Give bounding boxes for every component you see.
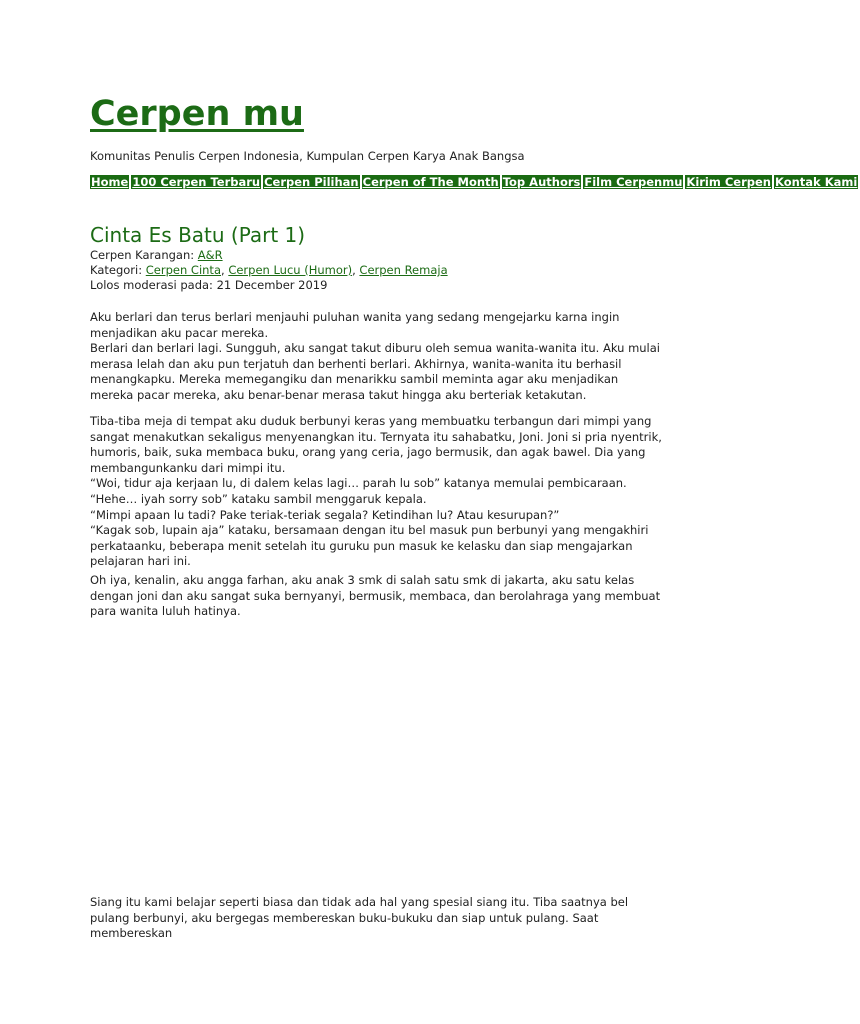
- moderation-date: Lolos moderasi pada: 21 December 2019: [90, 278, 328, 292]
- story-line: Berlari dan berlari lagi. Sungguh, aku sangat takut diburu oleh semua wanita-wanita itu. Aku mulai merasa lelah dan aku pun terjatuh dan berhenti berlari. Akhirnya, wanita-wanita itu berhasil menangkapku. Mereka memegangiku dan menarikku sambil meminta agar aku menjadikan mereka pacar mereka, aku benar-benar merasa takut hingga aku berteriak ketakutan.: [90, 341, 660, 402]
- author-line: [90, 248, 448, 263]
- story-line: “Mimpi apaan lu tadi? Pake teriak-teriak segala? Ketindihan lu? Atau kesurupan?”: [90, 507, 560, 522]
- story-paragraph-4: [90, 895, 665, 942]
- story-line: Aku berlari dan terus berlari menjauhi puluhan wanita yang sedang mengejarku karna ingin menjadikan aku pacar mereka.: [90, 310, 620, 340]
- story-line: “Hehe… iyah sorry sob” kataku sambil menggaruk kepala.: [90, 491, 427, 506]
- site-title-link[interactable]: Cerpen mu: [90, 94, 304, 134]
- story-line: Siang itu kami belajar seperti biasa dan tidak ada hal yang spesial siang itu. Tiba saatnya bel pulang berbunyi, aku bergegas membereskan buku-bukuku dan siap untuk pulang. Saat membereskan: [90, 895, 629, 941]
- main-nav: [90, 175, 858, 190]
- category-separator: ,: [352, 263, 360, 277]
- story-paragraph-2: [90, 414, 665, 570]
- category-link-lucu[interactable]: Cerpen Lucu (Humor): [228, 263, 353, 277]
- post-title: Cinta Es Batu (Part 1): [90, 223, 306, 247]
- story-line: “Woi, tidur aja kerjaan lu, di dalem kelas lagi… parah lu sob” katanya memulai pembicaraan.: [90, 476, 627, 491]
- author-label: Cerpen Karangan:: [90, 248, 198, 262]
- category-link-cinta[interactable]: Cerpen Cinta: [145, 263, 221, 277]
- story-paragraph-1: [90, 310, 665, 404]
- nav-top-authors[interactable]: Top Authors: [502, 175, 581, 189]
- site-tagline: Komunitas Penulis Cerpen Indonesia, Kumpulan Cerpen Karya Anak Bangsa: [90, 149, 525, 163]
- category-label: Kategori:: [90, 263, 146, 277]
- category-link-remaja[interactable]: Cerpen Remaja: [359, 263, 448, 277]
- nav-kontak-kami[interactable]: Kontak Kami: [775, 175, 858, 189]
- nav-cerpen-of-the-month[interactable]: Cerpen of The Month: [362, 175, 499, 189]
- nav-home[interactable]: Home: [91, 175, 129, 189]
- story-line: Tiba-tiba meja di tempat aku duduk berbunyi keras yang membuatku terbangun dari mimpi yang sangat menakutkan sekaligus menyenangkan itu. Ternyata itu sahabatku, Joni. Joni si pria nyentrik, humoris, baik, suka membaca buku, orang yang ceria, jago bermusik, dan agak bawel. Dia yang membangunkanku dari mimpi itu.: [90, 414, 662, 475]
- story-line: “Kagak sob, lupain aja” kataku, bersamaan dengan itu bel masuk pun berbunyi yang mengakhiri perkataanku, beberapa menit setelah itu guruku pun masuk ke kelasku dan siap mengajarkan pelajaran hari ini.: [90, 523, 649, 569]
- category-separator: ,: [221, 263, 229, 277]
- category-line: [90, 263, 448, 278]
- nav-kirim-cerpen[interactable]: Kirim Cerpen: [686, 175, 771, 189]
- story-line: Oh iya, kenalin, aku angga farhan, aku anak 3 smk di salah satu smk di jakarta, aku satu kelas dengan joni dan aku sangat suka bernyanyi, bermusik, membaca, dan berolahraga yang membuat para wanita luluh hatinya.: [90, 573, 661, 619]
- post-meta: [90, 248, 448, 293]
- story-paragraph-3: [90, 573, 665, 620]
- nav-film-cerpenmu[interactable]: Film Cerpenmu: [584, 175, 683, 189]
- author-link[interactable]: A&R: [197, 248, 223, 262]
- nav-100-cerpen-terbaru[interactable]: 100 Cerpen Terbaru: [132, 175, 261, 189]
- nav-cerpen-pilihan[interactable]: Cerpen Pilihan: [264, 175, 359, 189]
